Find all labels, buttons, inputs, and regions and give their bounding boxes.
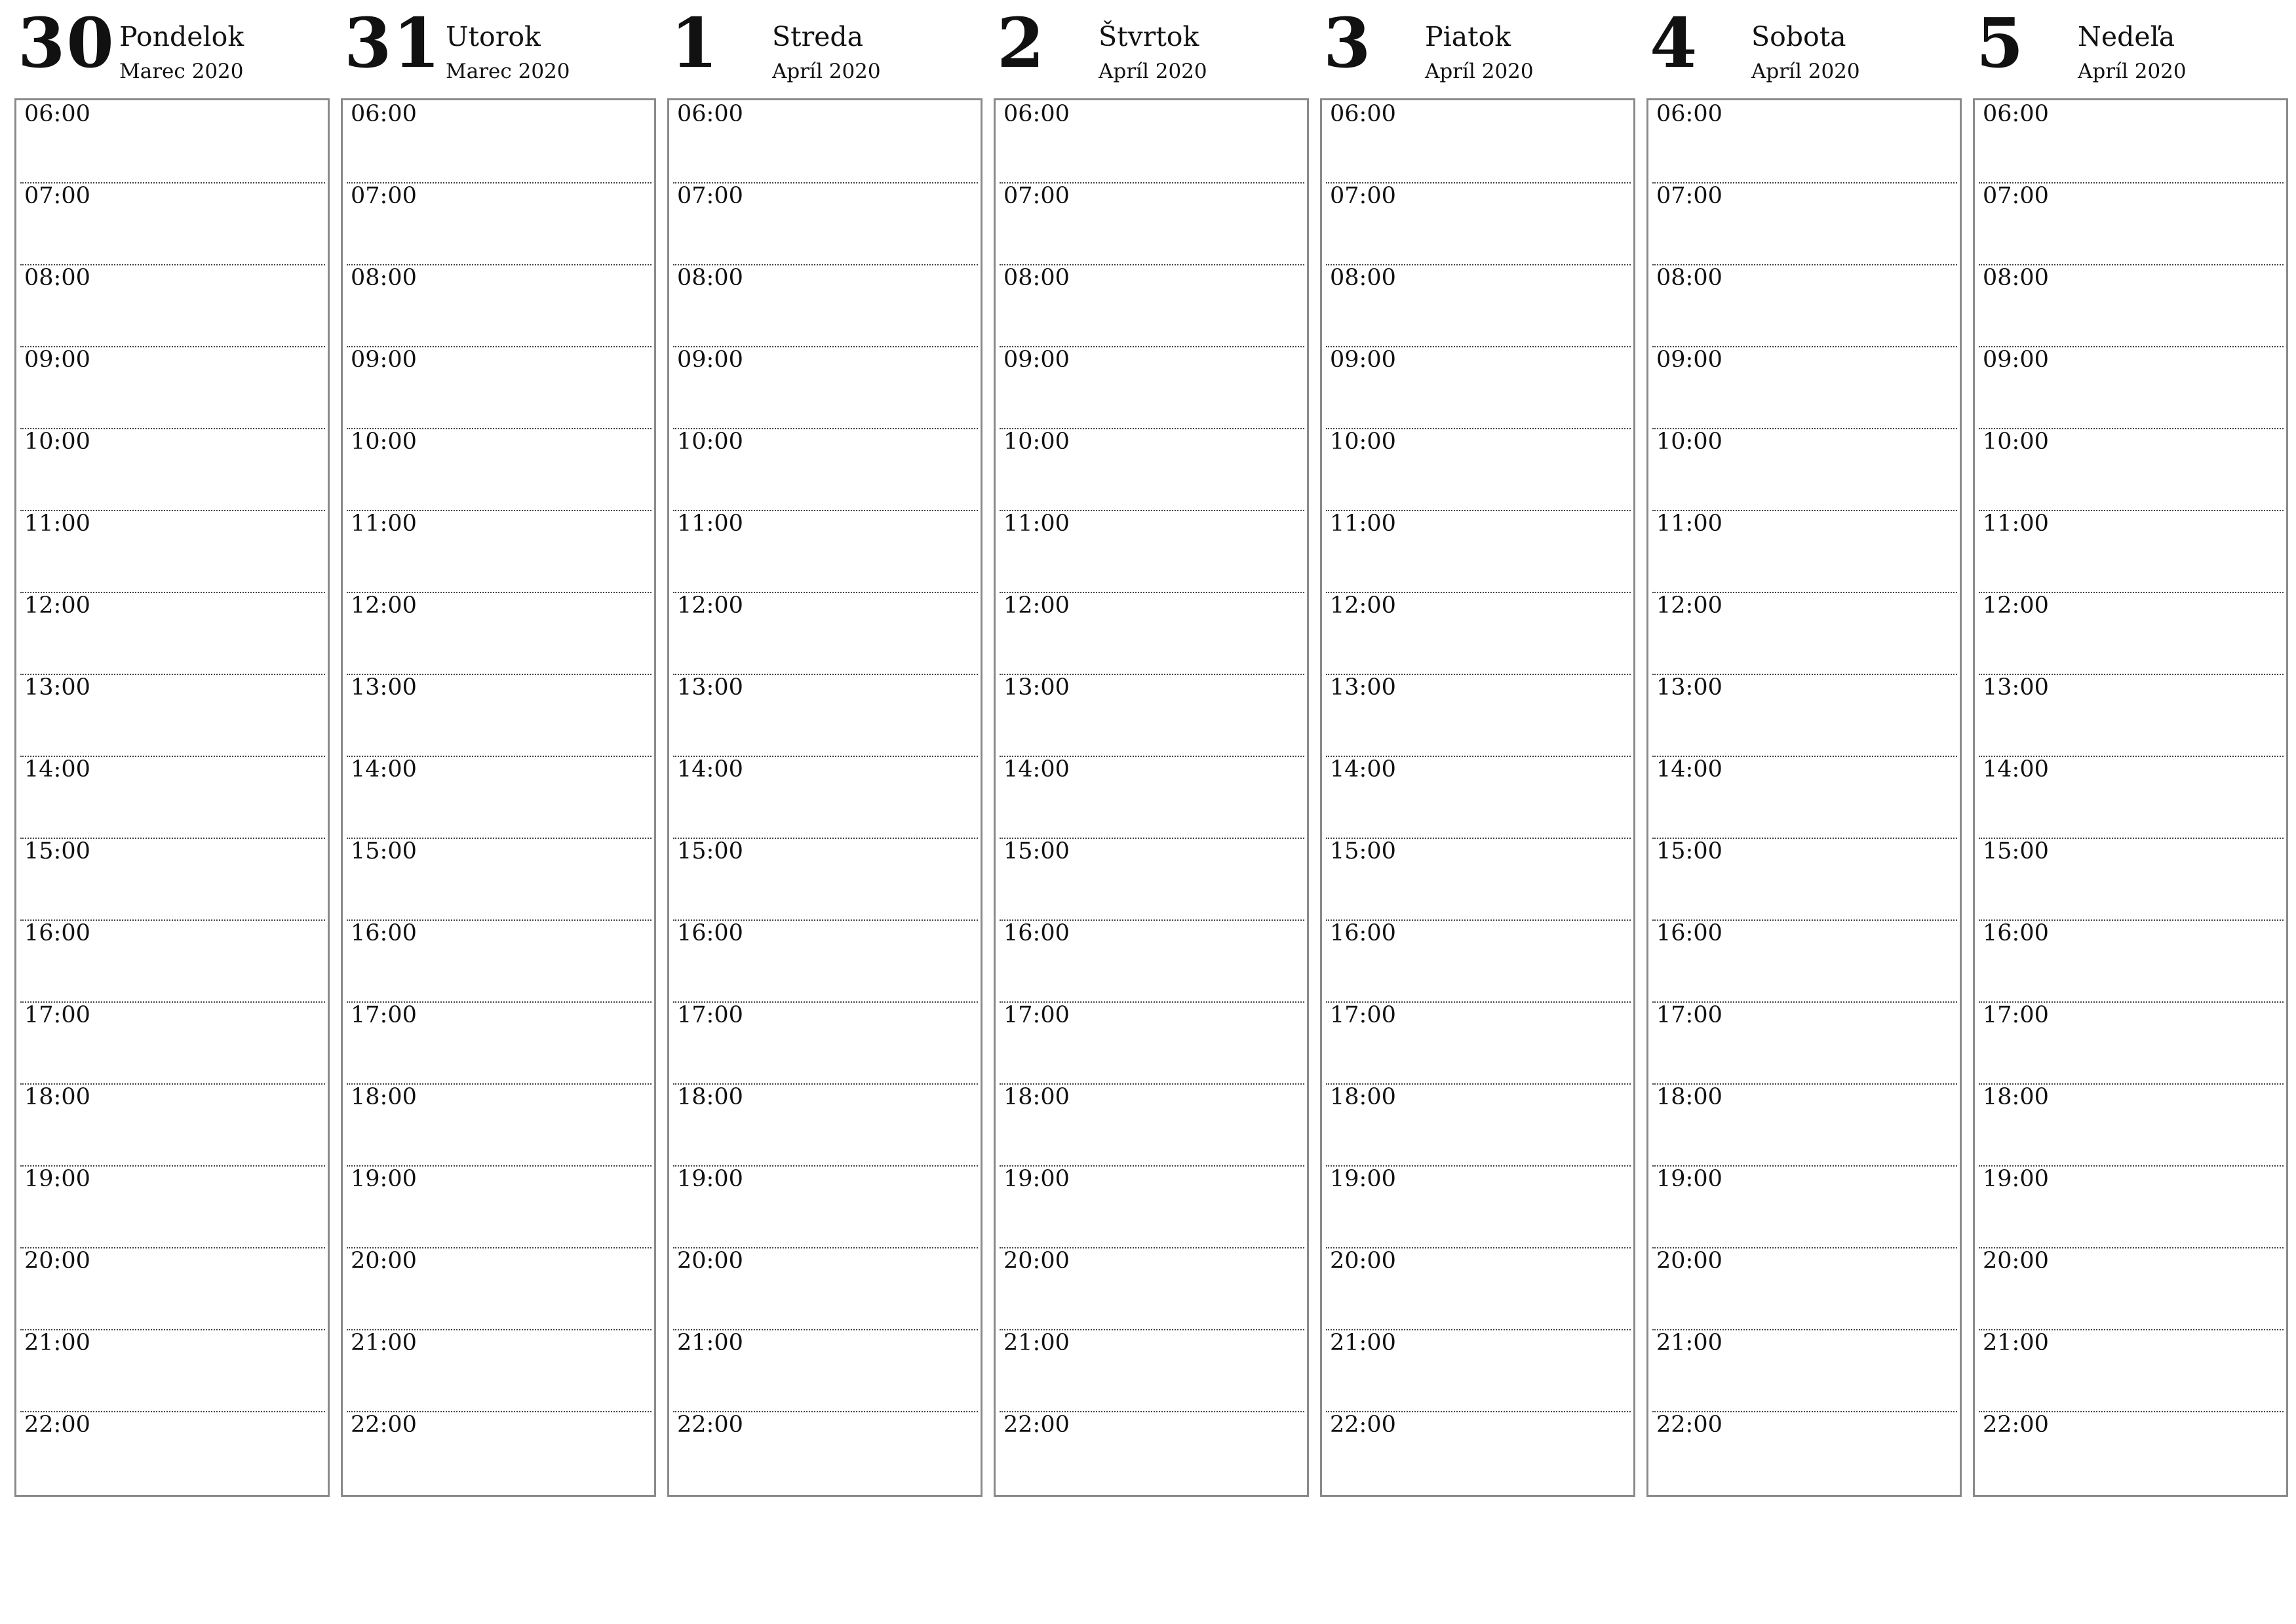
hour-label: 13:00 [1656, 674, 1722, 701]
day-header [1646, 0, 1960, 98]
hour-slot[interactable] [1979, 919, 2284, 1003]
day-name: Štvrtok [1099, 21, 1199, 52]
hour-label: 09:00 [351, 347, 417, 373]
hour-slot[interactable] [20, 346, 325, 429]
hour-label: 17:00 [677, 1002, 743, 1028]
hour-label: 06:00 [24, 101, 90, 127]
hour-label: 11:00 [1983, 511, 2049, 537]
hour-slot[interactable] [1326, 510, 1631, 593]
hour-label: 20:00 [1983, 1248, 2049, 1274]
hour-slot[interactable] [673, 1411, 978, 1493]
day-number: 31 [344, 3, 442, 83]
hour-label: 08:00 [24, 265, 90, 291]
hour-label: 13:00 [24, 674, 90, 701]
hour-slot[interactable] [347, 100, 652, 184]
hour-slot[interactable] [20, 1083, 325, 1167]
hour-label: 08:00 [1656, 265, 1722, 291]
hour-label: 07:00 [1003, 183, 1070, 209]
hour-label: 07:00 [24, 183, 90, 209]
hour-slot[interactable] [1326, 100, 1631, 184]
hour-label: 20:00 [351, 1248, 417, 1274]
hour-slot[interactable] [347, 592, 652, 675]
hour-slot[interactable] [1652, 1165, 1957, 1248]
hour-label: 14:00 [677, 756, 743, 783]
hour-slot[interactable] [347, 674, 652, 757]
hour-slot[interactable] [1652, 346, 1957, 429]
hour-slot[interactable] [673, 1247, 978, 1330]
hour-label: 20:00 [24, 1248, 90, 1274]
hour-slot[interactable] [1000, 346, 1304, 429]
hour-slot[interactable] [673, 428, 978, 511]
hour-label: 20:00 [1330, 1248, 1396, 1274]
hour-slot[interactable] [1979, 592, 2284, 675]
hour-label: 08:00 [1330, 265, 1396, 291]
hour-slot[interactable] [1979, 674, 2284, 757]
hour-slot[interactable] [1000, 182, 1304, 265]
month-label: Marec 2020 [119, 60, 244, 83]
hour-label: 10:00 [24, 429, 90, 455]
hour-slot[interactable] [1326, 1001, 1631, 1085]
hour-label: 13:00 [1983, 674, 2049, 701]
hour-label: 18:00 [677, 1084, 743, 1110]
hour-slot[interactable] [1979, 756, 2284, 839]
hour-label: 10:00 [1003, 429, 1070, 455]
hour-slot[interactable] [1326, 182, 1631, 265]
hour-label: 08:00 [1003, 265, 1070, 291]
hour-label: 06:00 [677, 101, 743, 127]
hour-slot[interactable] [1000, 838, 1304, 921]
hour-label: 17:00 [1330, 1002, 1396, 1028]
hour-label: 11:00 [351, 511, 417, 537]
day-number: 5 [1976, 3, 2025, 83]
hour-label: 21:00 [351, 1330, 417, 1356]
hour-label: 07:00 [351, 183, 417, 209]
hour-label: 16:00 [1983, 920, 2049, 946]
hour-label: 17:00 [1656, 1002, 1722, 1028]
hour-label: 11:00 [677, 511, 743, 537]
day-name: Utorok [446, 21, 541, 52]
hour-label: 19:00 [351, 1166, 417, 1192]
hour-label: 15:00 [1983, 838, 2049, 864]
hour-slot[interactable] [1326, 1329, 1631, 1412]
hour-slot[interactable] [1979, 1411, 2284, 1493]
hour-slot[interactable] [1326, 919, 1631, 1003]
hour-label: 07:00 [1330, 183, 1396, 209]
day-number: 4 [1650, 3, 1699, 83]
hour-slot[interactable] [673, 182, 978, 265]
hour-label: 18:00 [24, 1084, 90, 1110]
hour-label: 15:00 [677, 838, 743, 864]
hour-slot[interactable] [1326, 592, 1631, 675]
hour-label: 07:00 [1656, 183, 1722, 209]
hour-slot[interactable] [347, 756, 652, 839]
hour-label: 10:00 [1330, 429, 1396, 455]
hour-label: 08:00 [677, 265, 743, 291]
hour-label: 18:00 [1003, 1084, 1070, 1110]
hour-slot[interactable] [673, 510, 978, 593]
hour-label: 07:00 [1983, 183, 2049, 209]
hour-label: 11:00 [24, 511, 90, 537]
hour-slot[interactable] [673, 756, 978, 839]
day-name: Sobota [1751, 21, 1846, 52]
day-number: 1 [671, 3, 720, 83]
hour-label: 06:00 [1003, 101, 1070, 127]
hour-slot[interactable] [1652, 1083, 1957, 1167]
hour-slot[interactable] [673, 919, 978, 1003]
hour-label: 06:00 [351, 101, 417, 127]
hour-slot[interactable] [20, 510, 325, 593]
day-header [1973, 0, 2287, 98]
month-label: Apríl 2020 [1751, 60, 1860, 83]
hour-slot[interactable] [20, 428, 325, 511]
hour-label: 08:00 [1983, 265, 2049, 291]
hour-slot[interactable] [20, 838, 325, 921]
hour-slot[interactable] [347, 346, 652, 429]
hour-slot[interactable] [347, 1001, 652, 1085]
hour-slot[interactable] [20, 592, 325, 675]
day-header [1320, 0, 1634, 98]
hour-label: 14:00 [351, 756, 417, 783]
hour-label: 16:00 [1003, 920, 1070, 946]
hour-label: 13:00 [1003, 674, 1070, 701]
hour-slot[interactable] [1326, 838, 1631, 921]
hour-slot[interactable] [1979, 1165, 2284, 1248]
day-header [341, 0, 655, 98]
hour-slot[interactable] [347, 428, 652, 511]
day-schedule-box [994, 98, 1309, 1497]
hour-label: 09:00 [1003, 347, 1070, 373]
day-schedule-box [1973, 98, 2288, 1497]
hour-label: 21:00 [1983, 1330, 2049, 1356]
hour-slot[interactable] [20, 674, 325, 757]
hour-label: 17:00 [1003, 1002, 1070, 1028]
hour-label: 15:00 [1656, 838, 1722, 864]
hour-slot[interactable] [1000, 1411, 1304, 1493]
hour-label: 10:00 [1656, 429, 1722, 455]
hour-slot[interactable] [1000, 1165, 1304, 1248]
hour-slot[interactable] [1652, 1329, 1957, 1412]
hour-label: 10:00 [1983, 429, 2049, 455]
hour-label: 15:00 [351, 838, 417, 864]
hour-label: 07:00 [677, 183, 743, 209]
hour-label: 20:00 [1003, 1248, 1070, 1274]
hour-label: 16:00 [24, 920, 90, 946]
hour-slot[interactable] [1000, 919, 1304, 1003]
hour-slot[interactable] [347, 1165, 652, 1248]
hour-slot[interactable] [1979, 838, 2284, 921]
hour-label: 15:00 [24, 838, 90, 864]
hour-label: 14:00 [1983, 756, 2049, 783]
hour-slot[interactable] [1000, 592, 1304, 675]
month-label: Marec 2020 [446, 60, 570, 83]
hour-slot[interactable] [1979, 1247, 2284, 1330]
hour-label: 17:00 [24, 1002, 90, 1028]
day-header [14, 0, 328, 98]
hour-label: 12:00 [24, 592, 90, 619]
hour-label: 16:00 [351, 920, 417, 946]
hour-label: 12:00 [351, 592, 417, 619]
hour-label: 18:00 [1656, 1084, 1722, 1110]
hour-slot[interactable] [1326, 346, 1631, 429]
day-number: 30 [18, 3, 115, 83]
day-number: 2 [997, 3, 1046, 83]
hour-slot[interactable] [1326, 756, 1631, 839]
hour-slot[interactable] [673, 838, 978, 921]
hour-slot[interactable] [347, 1329, 652, 1412]
hour-slot[interactable] [20, 182, 325, 265]
hour-slot[interactable] [1979, 100, 2284, 184]
hour-label: 10:00 [677, 429, 743, 455]
hour-label: 19:00 [1983, 1166, 2049, 1192]
day-schedule-box [341, 98, 656, 1497]
hour-slot[interactable] [1652, 510, 1957, 593]
hour-slot[interactable] [20, 1001, 325, 1085]
hour-label: 14:00 [24, 756, 90, 783]
hour-slot[interactable] [20, 264, 325, 347]
hour-slot[interactable] [1979, 1329, 2284, 1412]
hour-label: 16:00 [1656, 920, 1722, 946]
hour-slot[interactable] [1652, 182, 1957, 265]
hour-label: 20:00 [1656, 1248, 1722, 1274]
hour-slot[interactable] [673, 1329, 978, 1412]
hour-label: 11:00 [1330, 511, 1396, 537]
hour-slot[interactable] [1652, 100, 1957, 184]
hour-label: 11:00 [1656, 511, 1722, 537]
hour-label: 19:00 [1330, 1166, 1396, 1192]
hour-slot[interactable] [1979, 346, 2284, 429]
hour-slot[interactable] [347, 264, 652, 347]
hour-label: 15:00 [1330, 838, 1396, 864]
hour-slot[interactable] [1326, 264, 1631, 347]
hour-label: 09:00 [677, 347, 743, 373]
hour-label: 14:00 [1330, 756, 1396, 783]
hour-slot[interactable] [1000, 1001, 1304, 1085]
hour-label: 19:00 [1656, 1166, 1722, 1192]
day-schedule-box [1320, 98, 1635, 1497]
month-label: Apríl 2020 [1425, 60, 1534, 83]
day-header [667, 0, 981, 98]
hour-slot[interactable] [673, 592, 978, 675]
hour-slot[interactable] [673, 1083, 978, 1167]
hour-slot[interactable] [673, 100, 978, 184]
month-label: Apríl 2020 [2078, 60, 2187, 83]
hour-label: 12:00 [1656, 592, 1722, 619]
hour-slot[interactable] [673, 1001, 978, 1085]
hour-label: 09:00 [1656, 347, 1722, 373]
hour-label: 21:00 [1003, 1330, 1070, 1356]
hour-label: 17:00 [351, 1002, 417, 1028]
hour-label: 06:00 [1983, 101, 2049, 127]
hour-label: 14:00 [1003, 756, 1070, 783]
hour-slot[interactable] [1000, 510, 1304, 593]
hour-label: 11:00 [1003, 511, 1070, 537]
hour-label: 20:00 [677, 1248, 743, 1274]
hour-label: 14:00 [1656, 756, 1722, 783]
hour-label: 19:00 [24, 1166, 90, 1192]
hour-label: 13:00 [677, 674, 743, 701]
hour-label: 13:00 [351, 674, 417, 701]
hour-label: 12:00 [1983, 592, 2049, 619]
hour-label: 09:00 [24, 347, 90, 373]
hour-slot[interactable] [1000, 674, 1304, 757]
hour-slot[interactable] [1000, 1247, 1304, 1330]
day-header [994, 0, 1308, 98]
hour-label: 18:00 [1330, 1084, 1396, 1110]
hour-label: 17:00 [1983, 1002, 2049, 1028]
day-schedule-box [667, 98, 983, 1497]
hour-slot[interactable] [1652, 428, 1957, 511]
hour-slot[interactable] [1000, 100, 1304, 184]
hour-label: 22:00 [1003, 1412, 1070, 1438]
hour-slot[interactable] [1979, 1083, 2284, 1167]
day-name: Pondelok [119, 21, 244, 52]
hour-slot[interactable] [20, 1329, 325, 1412]
hour-slot[interactable] [1000, 1329, 1304, 1412]
hour-slot[interactable] [20, 1411, 325, 1493]
hour-label: 06:00 [1656, 101, 1722, 127]
hour-slot[interactable] [1000, 264, 1304, 347]
hour-slot[interactable] [347, 1247, 652, 1330]
day-schedule-box [1646, 98, 1962, 1497]
hour-slot[interactable] [1979, 1001, 2284, 1085]
day-name: Piatok [1425, 21, 1511, 52]
hour-slot[interactable] [673, 1165, 978, 1248]
hour-slot[interactable] [20, 1165, 325, 1248]
hour-label: 16:00 [1330, 920, 1396, 946]
day-schedule-box [14, 98, 330, 1497]
month-label: Apríl 2020 [1099, 60, 1207, 83]
hour-label: 22:00 [351, 1412, 417, 1438]
hour-slot[interactable] [1979, 264, 2284, 347]
hour-slot[interactable] [347, 510, 652, 593]
hour-slot[interactable] [1652, 1001, 1957, 1085]
hour-slot[interactable] [673, 674, 978, 757]
hour-slot[interactable] [1979, 182, 2284, 265]
hour-label: 12:00 [1330, 592, 1396, 619]
hour-slot[interactable] [1979, 428, 2284, 511]
hour-label: 06:00 [1330, 101, 1396, 127]
hour-slot[interactable] [1652, 1411, 1957, 1493]
hour-slot[interactable] [1652, 592, 1957, 675]
hour-label: 13:00 [1330, 674, 1396, 701]
hour-label: 19:00 [1003, 1166, 1070, 1192]
hour-slot[interactable] [1979, 510, 2284, 593]
hour-slot[interactable] [1652, 756, 1957, 839]
hour-slot[interactable] [347, 182, 652, 265]
hour-label: 21:00 [1656, 1330, 1722, 1356]
hour-slot[interactable] [1652, 674, 1957, 757]
hour-slot[interactable] [1326, 1165, 1631, 1248]
hour-slot[interactable] [1652, 1247, 1957, 1330]
hour-label: 10:00 [351, 429, 417, 455]
hour-slot[interactable] [1652, 838, 1957, 921]
hour-slot[interactable] [1326, 674, 1631, 757]
hour-slot[interactable] [347, 919, 652, 1003]
hour-label: 22:00 [24, 1412, 90, 1438]
hour-label: 18:00 [351, 1084, 417, 1110]
day-name: Streda [772, 21, 864, 52]
hour-label: 21:00 [677, 1330, 743, 1356]
hour-slot[interactable] [1326, 1411, 1631, 1493]
hour-label: 21:00 [24, 1330, 90, 1356]
hour-slot[interactable] [20, 1247, 325, 1330]
hour-label: 12:00 [1003, 592, 1070, 619]
hour-slot[interactable] [1000, 428, 1304, 511]
hour-slot[interactable] [1326, 1083, 1631, 1167]
hour-label: 09:00 [1330, 347, 1396, 373]
hour-label: 08:00 [351, 265, 417, 291]
hour-slot[interactable] [347, 1411, 652, 1493]
hour-slot[interactable] [1326, 428, 1631, 511]
hour-label: 22:00 [677, 1412, 743, 1438]
hour-label: 09:00 [1983, 347, 2049, 373]
month-label: Apríl 2020 [772, 60, 881, 83]
hour-slot[interactable] [20, 100, 325, 184]
hour-slot[interactable] [673, 346, 978, 429]
hour-slot[interactable] [673, 264, 978, 347]
hour-label: 18:00 [1983, 1084, 2049, 1110]
hour-slot[interactable] [1000, 756, 1304, 839]
hour-slot[interactable] [347, 838, 652, 921]
hour-label: 16:00 [677, 920, 743, 946]
hour-label: 19:00 [677, 1166, 743, 1192]
hour-slot[interactable] [1652, 264, 1957, 347]
hour-slot[interactable] [1326, 1247, 1631, 1330]
hour-slot[interactable] [1000, 1083, 1304, 1167]
hour-slot[interactable] [347, 1083, 652, 1167]
hour-label: 12:00 [677, 592, 743, 619]
hour-slot[interactable] [20, 756, 325, 839]
day-name: Nedeľa [2078, 21, 2175, 52]
hour-label: 22:00 [1983, 1412, 2049, 1438]
day-number: 3 [1323, 3, 1372, 83]
hour-slot[interactable] [1652, 919, 1957, 1003]
hour-label: 22:00 [1656, 1412, 1722, 1438]
hour-label: 15:00 [1003, 838, 1070, 864]
hour-slot[interactable] [20, 919, 325, 1003]
hour-label: 21:00 [1330, 1330, 1396, 1356]
hour-label: 22:00 [1330, 1412, 1396, 1438]
